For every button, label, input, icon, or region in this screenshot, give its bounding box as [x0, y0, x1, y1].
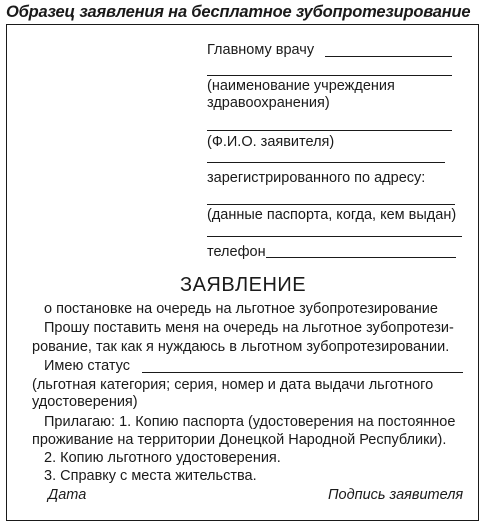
body-line-2: Прошу поставить меня на очередь на льготное зубопротези-: [44, 320, 454, 336]
body-line-3: рование, так как я нуждаюсь в льготном зубопротезировании.: [32, 339, 450, 355]
status-hint: (льготная категория; серия, номер и дата выдачи льготного: [32, 377, 434, 393]
passport-hint: (данные паспорта, когда, кем выдан): [207, 207, 457, 223]
chief-name-line: [325, 56, 452, 57]
date-label: Дата: [48, 487, 87, 503]
to-chief-label: Главному врачу: [207, 42, 315, 58]
status-label: Имею статус: [44, 358, 130, 374]
passport-line: [207, 236, 462, 237]
address-line: [207, 204, 455, 205]
registered-address-label: зарегистрированного по адресу:: [207, 170, 426, 186]
institution-line: [207, 75, 452, 76]
attachment-3: 3. Справку с места жительства.: [44, 468, 257, 484]
institution-hint: (наименование учреждения: [207, 78, 395, 94]
body-line-1: о постановке на очередь на льготное зубопротезирование: [44, 301, 438, 317]
fio-second-line: [207, 162, 445, 163]
phone-label: телефон: [207, 244, 266, 260]
attachment-1: Прилагаю: 1. Копию паспорта (удостоверения на постоянное: [44, 414, 456, 430]
phone-line: [266, 257, 456, 258]
status-line: [142, 372, 463, 373]
signature-label: Подпись заявителя: [328, 487, 464, 503]
attachment-2: 2. Копию льготного удостоверения.: [44, 450, 281, 466]
fio-hint: (Ф.И.О. заявителя): [207, 134, 335, 150]
institution-hint-cont: здравоохранения): [207, 95, 330, 111]
status-hint-cont: удостоверения): [32, 394, 138, 410]
attachment-1-cont: проживание на территории Донецкой Народной Республики).: [32, 432, 447, 448]
fio-line: [207, 130, 452, 131]
page-title: Образец заявления на бесплатное зубопротезирование: [6, 3, 471, 21]
document-heading: ЗАЯВЛЕНИЕ: [180, 274, 307, 296]
